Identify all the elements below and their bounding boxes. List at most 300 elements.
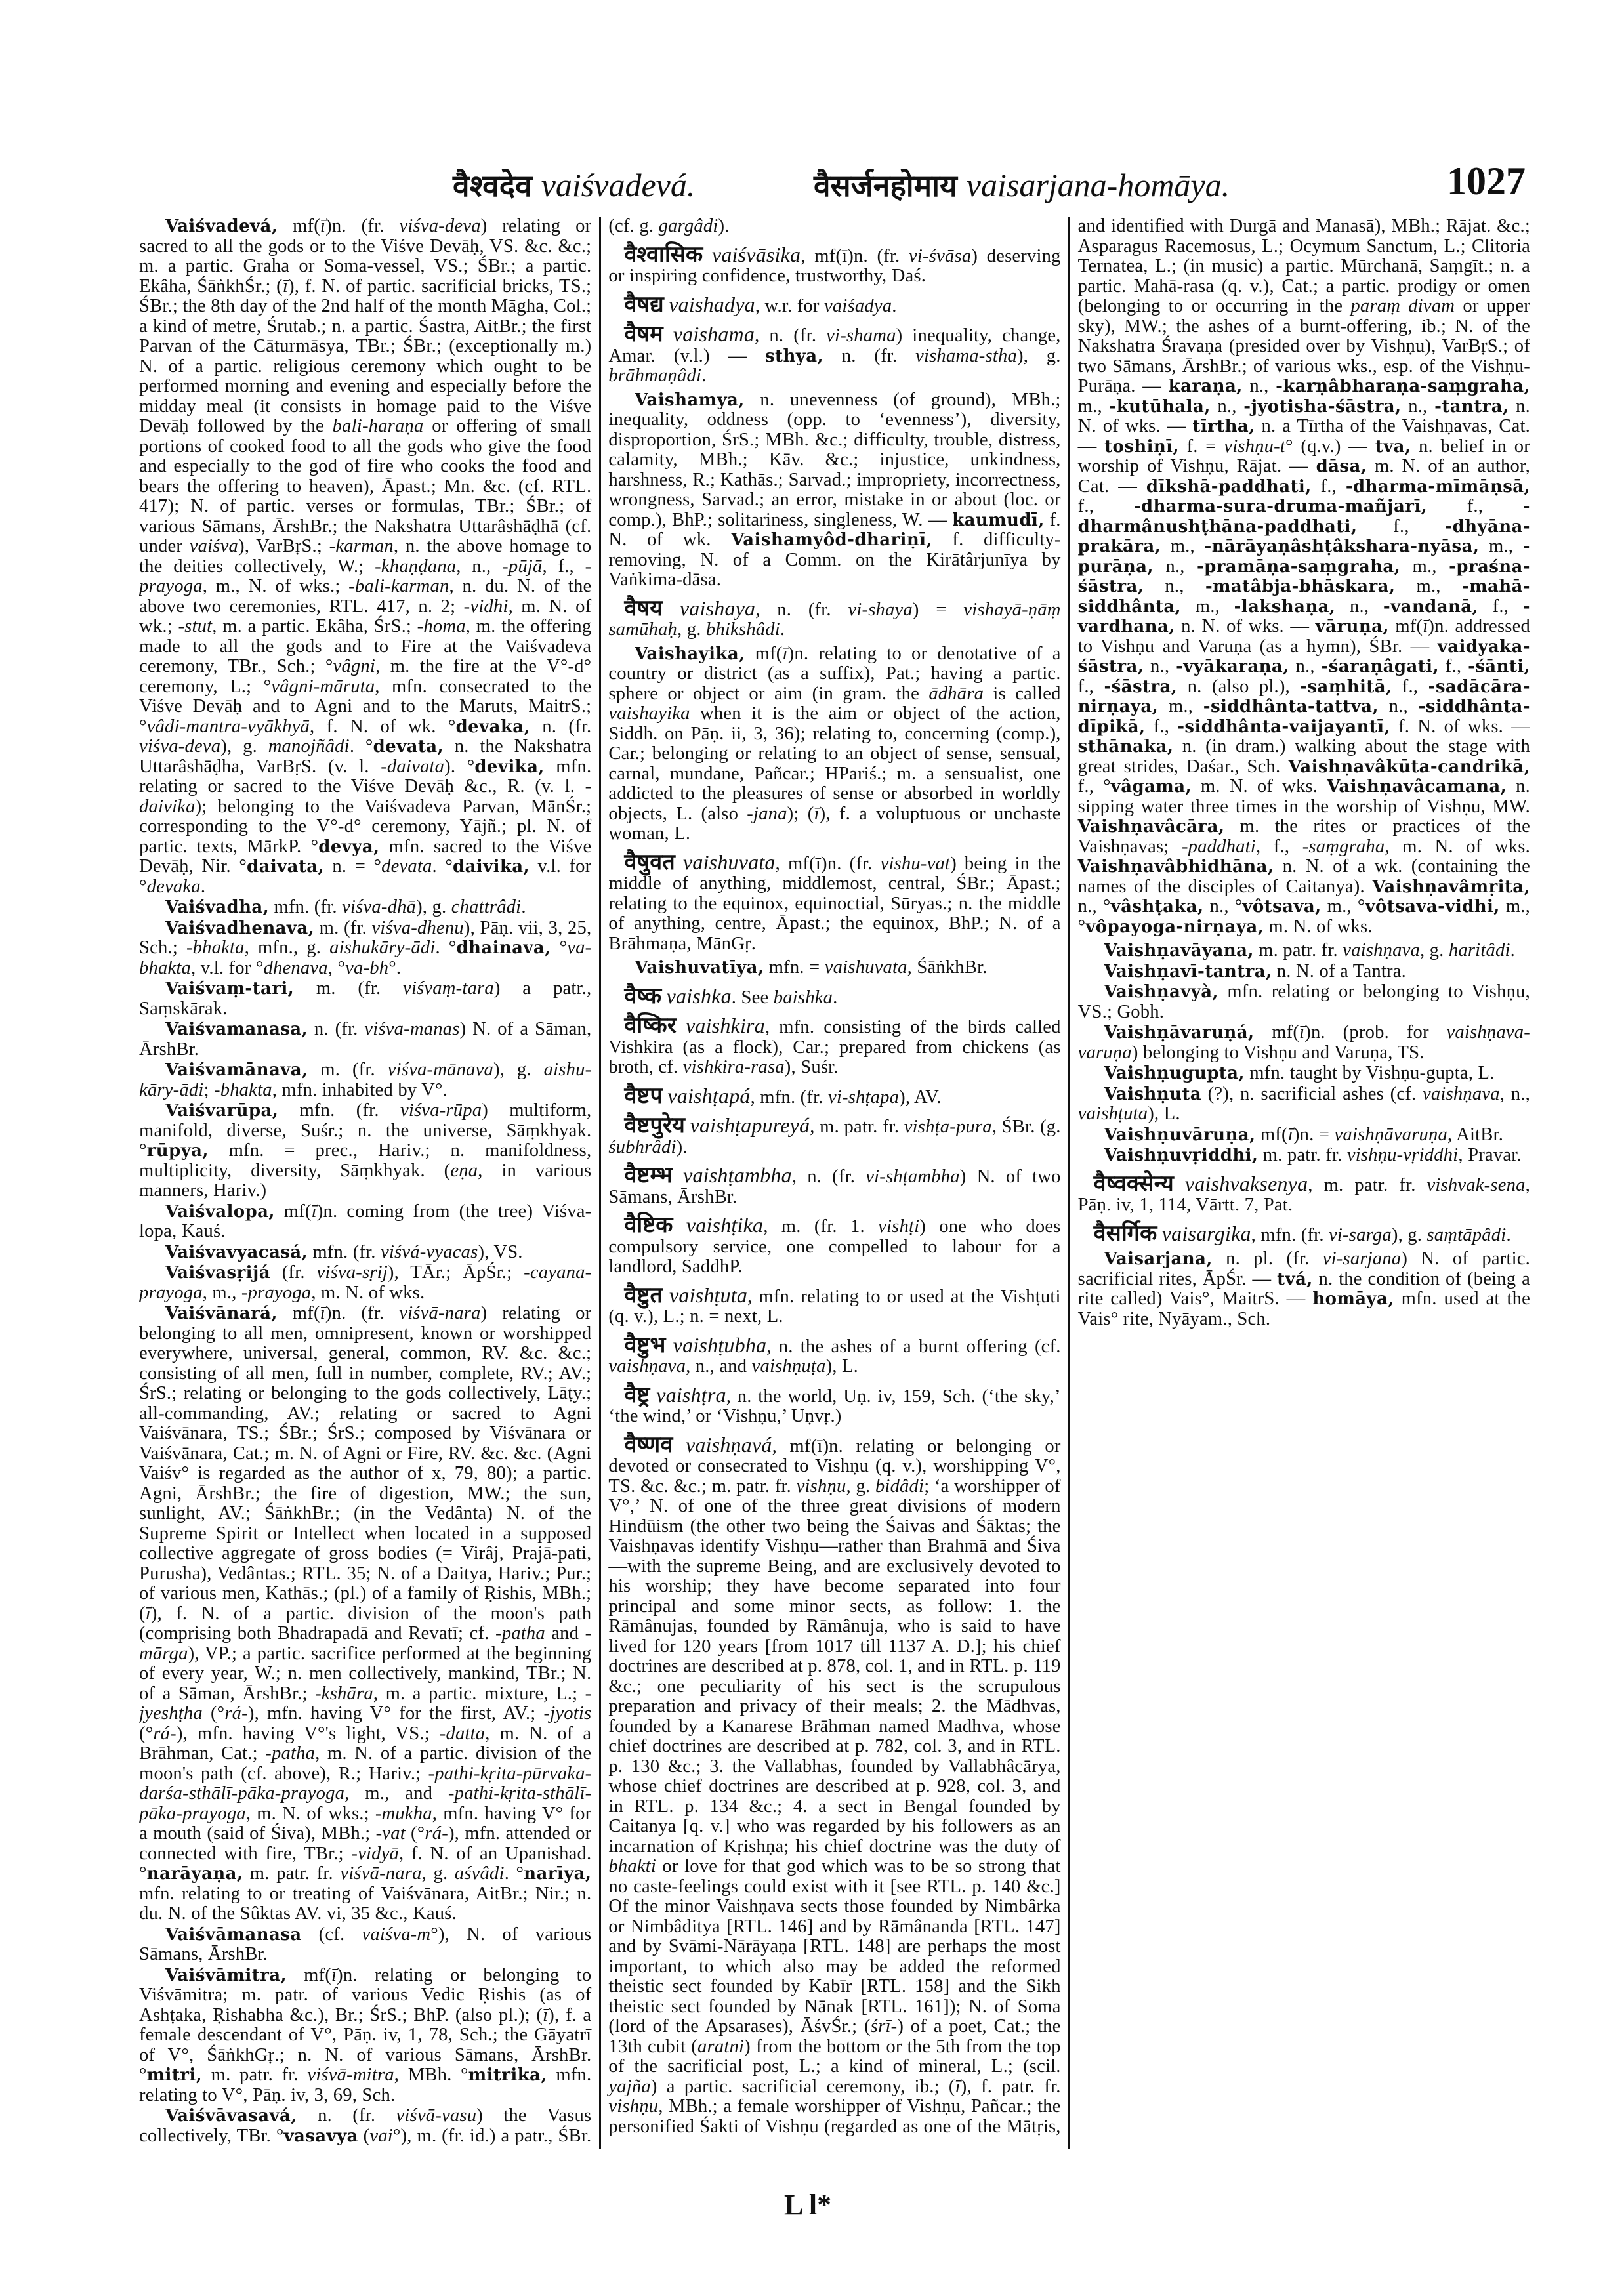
entry-text: f. = (1178, 436, 1224, 457)
entry-text: . (701, 365, 707, 386)
entry-text: , m., N. of wks.; (202, 576, 349, 596)
italic-term: viśva-deva (399, 217, 481, 236)
italic-term: -kshāra (315, 1683, 373, 1704)
entry-text: ) belonging to Vishṇu and Varuṇa, TS. (1131, 1042, 1425, 1063)
headword: -śānti, (1468, 657, 1530, 676)
italic-term: -mukha (375, 1803, 432, 1824)
italic-term: vaiśva (189, 536, 238, 556)
entry-text: f., (1427, 496, 1523, 516)
headword: homāya, (1312, 1289, 1394, 1309)
entry-text: mfn. relating to or treating of Vaiśvānara, AitBr.; Nir.; n. du. N. of the Sûktas AV. vi, 35 &c., Kauś. (139, 1883, 592, 1924)
entry-text: n. (fr. (297, 2105, 396, 2126)
italic-term: ī (331, 1964, 337, 1985)
entry-text: , w.r. for (755, 295, 824, 316)
entry-text: , mfn. (fr. (750, 1086, 828, 1107)
entry-text: mf( (1388, 616, 1423, 636)
italic-term: vi-shaya (848, 599, 913, 620)
entry-text: , mf(ī)n. relating or belonging or devoted or consecrated to Vishṇu (q. v.), worshipping V°, TS. &c. &c.; m. patr. fr. (608, 1436, 1061, 1497)
italic-term: -pathi-kṛita-sthālī-pāka-prayoga (139, 1783, 592, 1824)
italic-term: -jyotis (543, 1703, 592, 1724)
entry-text: n. N. of wks. — (1175, 616, 1316, 636)
entry-text: f., (1311, 476, 1346, 497)
entry-text: , n. (fr. (755, 599, 848, 620)
entry-text: n. = ° (323, 856, 382, 877)
entry-text: , Pāṇ. iv, 1, 114, Vārtt. 7, Pat. (1077, 1174, 1530, 1215)
entry-text: f., (1438, 656, 1468, 676)
italic-term: -vidyā (351, 1843, 399, 1864)
entry-text: (° (202, 1703, 225, 1724)
entry-text: , MBh. ° (394, 2065, 468, 2085)
entry-text: m. (fr. (308, 1060, 388, 1080)
entry-text: , m. N. of wk.; (139, 596, 592, 636)
entry-text: . (1506, 1224, 1511, 1245)
entry-text: ), g. (493, 1060, 544, 1080)
entry-text: n. the condition of (being a rite called) Vais°, MaitrS. — (1077, 1268, 1530, 1309)
entry-text: , n. du. N. of the above two ceremonies, RTL. 417, n. 2; (139, 576, 592, 617)
italic-term: vi-sarjana (1322, 1249, 1402, 1269)
italic-term: vaishṭubha (673, 1333, 767, 1357)
entry-text (1157, 1225, 1161, 1245)
headword: Vaiśvaṃ-tari, (165, 979, 295, 999)
entry-text (666, 1336, 673, 1357)
entry-text: mf( (1254, 1022, 1300, 1043)
italic-term: vaishadya (669, 292, 755, 316)
headword: Vaiśvadhenava, (165, 918, 315, 938)
italic-term: baishka (773, 987, 833, 1008)
italic-term: -bali-karman (348, 576, 449, 596)
headword: Vaishṇuta (1104, 1084, 1201, 1104)
entry-text: , m. N. of wks.; (245, 1803, 375, 1824)
italic-term: ī (814, 803, 820, 824)
headword: sthya, (765, 346, 823, 366)
dictionary-entry (1078, 1146, 1530, 1166)
italic-term: dhenava (263, 957, 328, 978)
entry-text: m., (1077, 396, 1110, 417)
entry-text: , m. N. of wks. (1385, 836, 1530, 857)
devanagari-headword: वैष्टुत (624, 1281, 663, 1308)
entry-text (685, 1117, 690, 1137)
italic-term: va-bh (345, 957, 389, 978)
entry-text: ). ° (444, 756, 475, 777)
italic-term: viśvá-vyacas (380, 1241, 478, 1262)
entry-text: f. difficulty-removing, N. of a Comm. on the Kirātârjunīya by Vaṅkima-dāsa. (608, 529, 1061, 590)
headword: karaṇa, (1168, 377, 1243, 396)
entry-text: , n. (fr. (791, 1167, 866, 1187)
headword: -vandanā, (1383, 596, 1478, 617)
entry-text: mfn. relating to V°, Pāṇ. iv, 3, 69, Sch. (139, 2065, 592, 2105)
dictionary-entry (1078, 1125, 1530, 1146)
dictionary-entry (1078, 1085, 1530, 1125)
italic-term: vaishvaksenya (1184, 1171, 1308, 1195)
italic-term: eṇa (450, 1160, 478, 1181)
headword: Vaishamyôd-dhariṇī, (731, 530, 932, 550)
devanagari-headword: वैष्टपुरेय (624, 1112, 686, 1138)
entry-text: n. belief in or worship of Vishṇu, Rājat. — (1077, 436, 1530, 476)
headword: -praśna-śāstra, (1077, 556, 1530, 596)
entry-text: ° (551, 938, 568, 958)
entry-text: m. patr. fr. (1258, 1145, 1347, 1165)
entry-text: )n. = (1293, 1124, 1335, 1145)
italic-term: viśva-rūpa (400, 1100, 482, 1121)
entry-text: f., ° (1077, 776, 1111, 796)
headword: vasavya (283, 2126, 358, 2146)
entry-text: . (780, 619, 785, 640)
entry-text: , m., (202, 1282, 241, 1303)
entry-text: n. (fr. (530, 716, 592, 737)
entry-text: or upper sky), MW.; the ashes of a burnt-offering, ib.; N. of the Nakshatra Śravaṇa (presided over by Vishṇu), VarBṛS.; of two Sāmans, ĀrshBr.; of various wks., esp. of the Vishṇu-Purāṇa. — (1077, 296, 1530, 396)
dictionary-entry (139, 919, 591, 979)
entry-text: ) a patr., Saṃskārak. (139, 978, 592, 1019)
entry-text: ), g. (416, 897, 451, 917)
italic-term: vi-shama (826, 325, 896, 346)
entry-text (1174, 1175, 1185, 1195)
italic-term: -jana (747, 803, 787, 824)
entry-text: n., ° (1077, 896, 1111, 917)
italic-term: viśva-mānava (387, 1060, 493, 1080)
entry-text: n., (1289, 656, 1322, 676)
entry-text: , m. N. of a Brāhman, Cat.; (139, 1723, 592, 1764)
entry-text: mf( (1255, 1124, 1288, 1145)
devanagari-headword: वैष्क (624, 982, 662, 1009)
entry-text: , m. N. of a partic. division of the moon's path (cf. above), R.; Hariv.; (139, 1743, 592, 1784)
italic-term: bali-haraṇa (332, 416, 424, 436)
running-head-left-devanagari: वैश्वदेव (453, 168, 532, 203)
italic-term: -jyeshṭha (139, 1683, 592, 1724)
italic-term: paraṃ divam (1350, 296, 1455, 316)
entry-text: ), L. (1148, 1104, 1180, 1124)
italic-term: -mārga (139, 1623, 592, 1664)
headword: -dhyāna-prakāra, (1077, 516, 1530, 556)
dictionary-entry (139, 217, 591, 897)
headword: -vardhana, (1077, 596, 1530, 636)
entry-text: ) a partic. sacrificial ceremony, ib.; ( (650, 2076, 955, 2097)
headword: vâshṭaka, (1110, 897, 1204, 917)
entry-text: )n. (fr. (325, 1303, 400, 1323)
italic-term: vishṇu-t (1224, 436, 1286, 457)
entry-text: m. (fr. (314, 917, 372, 938)
entry-text: °), N. of various Sāmans, ĀrshBr. (139, 1924, 592, 1964)
entry-text: . ° (504, 1863, 524, 1884)
italic-term: aishukāry-ādi (329, 938, 436, 958)
entry-text: , mfn. having V° for a mouth (said of Śiva), MBh.; (139, 1803, 592, 1844)
entry-text: m. the rites or practices of the Vaishṇavas; (1077, 816, 1530, 857)
italic-term: -bhakta (186, 938, 245, 958)
italic-term: viśvā-mitra (307, 2065, 394, 2085)
italic-term: aśvâdi (454, 1863, 505, 1884)
italic-term: rá- (224, 1703, 248, 1724)
entry-text: m., (1479, 536, 1523, 556)
entry-text: . (521, 897, 526, 917)
entry-text: ) deserving or inspiring confidence, trustworthy, Daś. (608, 245, 1061, 286)
dictionary-entry (139, 1202, 591, 1242)
page-number: 1027 (1447, 159, 1526, 203)
italic-term: vaishṭapureyá (690, 1113, 810, 1137)
headword: -siddhânta-tattva, (1203, 697, 1379, 716)
dictionary-entry (608, 1281, 1061, 1327)
running-head-left-roman: vaiśvadevá. (541, 167, 696, 203)
italic-term: ī (145, 1603, 151, 1624)
entry-text: when it is the aim or object of the action, Siddh. on Pāṇ. ii, 3, 36); relating to, concerning (comp.), Car.; belonging or relating to an object of sense, sensual, carnal, mundane, Pañcar.; HPariś.; m. a sensualist, one addicted to the pleasures of sense or absorbed in worldly objects, L. (also (608, 703, 1061, 824)
entry-text: ; ‘a worshipper of V°,’ N. of one of the three great divisions of modern Hindūism (the other two being the Śaivas and Śāktas; the Vaishṇavas identify Vishṇu—rather than Brahmā and Śiva—with the supreme Being, and are exclusively devoted to his worship; they have become separated into four principal and some minor sects, as follow: 1. the Rāmânujas, founded by Rāmânuja, who is said to have lived for 120 years [from 1017 till 1137 A. D.]; his chief doctrines are described at p. 878, col. 1, and in RTL. p. 119 &c.; one peculiarity of his sect is the scrupulous preparation and privacy of their meals; 2. the Mādhvas, founded by a Kanarese Brāhman named Madhva, whose chief doctrines are described at p. 782, col. 3, and in RTL. p. 130 &c.; 3. the Vallabhas, founded by Vallabhâcārya, whose chief doctrines are described at p. 928, col. 3, and in RTL. p. 134 &c.; 4. a sect in Bengal founded by Caitanya [q. v.] who was regarded by his followers as an incarnation of Kṛishṇa; his chief doctrine was the duty of (608, 1476, 1061, 1857)
entry-text: , m., and (344, 1783, 448, 1804)
entry-text: ); belonging to the Vaiśvadeva Parvan, MānŚr.; corresponding to the V°-d° ceremony, Yājñ.; pl. N. of partic. texts, MārkP. ° (139, 796, 592, 857)
entry-text: , f., (1255, 836, 1302, 857)
headword: -nārāyaṇâshṭâkshara-nyāsa, (1204, 537, 1480, 556)
dictionary-entry (608, 1381, 1061, 1427)
dictionary-entry (139, 1966, 591, 2106)
running-head-right-devanagari: वैसर्जनहोमाय (814, 168, 957, 203)
headword: -tantra, (1434, 396, 1509, 417)
entry-text: m. N. of wks. (1264, 916, 1373, 937)
entry-text: n. (in dram.) walking about the stage with great strides, Daśar., Sch. (1077, 736, 1530, 777)
italic-term: vâdi-mantra-vyākhyā (146, 716, 310, 737)
italic-term: ī (955, 2076, 961, 2097)
entry-text: ) multiform, manifold, diverse, Suśr.; n. the universe, Sāṃkhyak. ° (139, 1100, 592, 1161)
entry-text (675, 854, 683, 874)
headword: Vaishṇavāyana, (1104, 941, 1254, 961)
entry-text: mfn. (fr. (278, 1100, 400, 1121)
entry-text: f. N. of wk. (608, 509, 1061, 550)
entry-text: ), g. (1391, 1224, 1427, 1245)
headword: Vaishṇuvāruṇa, (1104, 1125, 1256, 1145)
entry-text: ) being in the middle of anything, middlemost, central, ŚBr.; Āpast.; relating to the equinox, equinoctial, Sūryas.; n. the middle of anything, centre, Āpast.; the equinox, BhP.; N. of a Brāhmaṇa, MānGṛ. (608, 853, 1061, 954)
italic-term: ī (282, 276, 289, 297)
devanagari-headword: वैषुवत (624, 848, 675, 875)
dictionary-entry (1078, 982, 1530, 1022)
dictionary-entry (608, 1331, 1061, 1377)
headword: Vaishayika, (635, 644, 745, 664)
entry-text: m., (1395, 576, 1462, 596)
italic-term: -patha (495, 1623, 545, 1644)
headword: Vaiśvasṛijá (165, 1263, 270, 1283)
dictionary-entry (608, 1112, 1061, 1157)
italic-term: vishvak-sena (1426, 1174, 1526, 1195)
entry-text (661, 987, 666, 1008)
entry-text: n. unevenness (of ground), MBh.; inequality, oddness (opp. to ‘evenness’), diversity, disproportion, ŚrS.; MBh. &c.; difficulty, trouble, distress, calamity, MBh.; Kāv. &c.; injustice, unkindness, harshness, R.; Kathās.; Sarvad.; impropriety, incorrectness, wrongness, Sarvad.; an error, mistake in or about (loc. or comp.), BhP.; solitariness, singleness, W. — (608, 389, 1061, 530)
entry-text: , Pravar. (1458, 1145, 1522, 1165)
entry-text: f., (1357, 516, 1446, 537)
italic-term: brāhmaṇâdi (608, 365, 702, 386)
italic-term: vishṇu (796, 1476, 846, 1497)
devanagari-headword: वैसर्गिक (1093, 1220, 1157, 1247)
italic-term: vi-shṭapa (827, 1086, 900, 1107)
entry-text: , mfn. inhabited by V°. (272, 1079, 448, 1100)
entry-text: )n. relating to or denotative of a country or district (as a suffix), Pat.; having a partic. sphere or object or aim (in gram. the (608, 643, 1061, 704)
italic-term: -prayoga (241, 1282, 312, 1303)
headword: devata, (373, 737, 444, 756)
entry-text: , m. the fire at the V°-d° ceremony, L.; ° (139, 656, 592, 697)
headword: kaumudī, (952, 510, 1045, 530)
entry-text: °. (388, 957, 402, 978)
headword: Vaiśvānará, (165, 1304, 278, 1323)
entry-text: , ° (327, 957, 346, 978)
entry-text: , mfn. consisting of the birds called Vishkira (as a flock), Car.; prepared from chickens (as broth, cf. (608, 1017, 1061, 1077)
entry-text: mfn. relating or sacred to the Viśve Devāḥ &c., R. (v. l. (139, 756, 592, 796)
italic-term: vaishuvata (682, 850, 776, 874)
entry-text: n., (1401, 396, 1435, 417)
italic-term: vi-sarga (1329, 1224, 1392, 1245)
headword: devya, (318, 837, 380, 857)
entry-text: n. the Nakshatra Uttarâshāḍha, VarBṛS. (v. l. (139, 736, 592, 777)
headword: Vaishṇāvaruṇá, (1104, 1023, 1255, 1043)
dictionary-entry (139, 1101, 591, 1201)
dictionary-entry (139, 1020, 591, 1060)
dictionary-entry (1078, 962, 1530, 982)
italic-term: vaiśvāsika (711, 242, 801, 266)
entry-text: f., (1077, 496, 1134, 516)
headword: -śāstra, (1104, 676, 1178, 697)
devanagari-headword: वैश्वासिक (624, 241, 703, 268)
entry-text: , f. N. of wk. ° (309, 716, 456, 737)
entry-text (703, 246, 712, 266)
italic-term: gargâdi (658, 217, 718, 236)
italic-term: vishṇu-vṛiddhi (1346, 1145, 1459, 1165)
italic-term: -patha (265, 1743, 316, 1764)
headword: -sadācāra-nirṇaya, (1077, 676, 1530, 716)
devanagari-headword: वैषम (624, 321, 663, 347)
headword: -vyākaraṇa, (1176, 657, 1289, 676)
italic-term: vaishṇava (608, 1356, 686, 1376)
headword: Vaishṇuvṛiddhi, (1104, 1146, 1259, 1165)
dictionary-entry (608, 848, 1061, 955)
italic-term: vishama-stha (915, 345, 1017, 366)
signature-mark: L l* (784, 2189, 832, 2221)
dictionary-entry (1078, 1249, 1530, 1329)
entry-text: v.l. for ° (139, 856, 592, 897)
italic-term: vaishṇuṭa (751, 1356, 826, 1376)
italic-term: vaishṭambha (683, 1163, 792, 1187)
italic-term: ī (311, 1201, 317, 1222)
entry-text: mfn. (fr. (307, 1241, 381, 1262)
devanagari-headword: वैष्टुभ (624, 1331, 666, 1358)
headword: narāyaṇa, (146, 1864, 243, 1884)
entry-text: ) from the bottom or the 5th from the top of the sacrificial post, L.; a kind of mineral, L.; (scil. (608, 2036, 1061, 2077)
italic-term: vi-shṭambha (865, 1167, 960, 1187)
entry-text: , ŚāṅkhBr. (907, 957, 988, 978)
entry-text: n. N. of wks. — (1077, 396, 1530, 436)
entry-text: ), g. (1016, 345, 1061, 366)
dictionary-entry (1078, 1023, 1530, 1063)
devanagari-headword: वैष्णव (624, 1431, 673, 1458)
italic-term: -khaṇḍana (375, 556, 457, 577)
devanagari-headword: वैष्वक्सेन्य (1093, 1170, 1174, 1197)
italic-term: vaishayika (608, 703, 690, 724)
italic-term: yajña (608, 2076, 651, 2097)
entry-text: , n. (fr. (755, 325, 827, 346)
entry-text: . ° (435, 938, 457, 958)
entry-text: ), f. a female descendant of V°, Pāṇ. iv, 1, 78, Sch.; the Gāyatrī of V°, ŚāṅkhGṛ.; n. N. of various Sāmans, ĀrshBr. ° (139, 2004, 592, 2085)
italic-term: -daivika (139, 776, 592, 817)
entry-text: )n. relating or belonging to Viśvāmitra; m. patr. of various Vedic Ṛishis (as of Ashṭaka, Ṛishabha &c.), Br.; ŚrS.; BhP. (also pl.); ( (139, 1964, 592, 2025)
entry-text: ° (q.v.) — (1285, 436, 1375, 457)
entry-text: n., (1242, 376, 1276, 396)
entry-text (673, 1216, 686, 1237)
headword: mitri, (146, 2065, 203, 2085)
headword: tvá, (1277, 1269, 1313, 1289)
entry-text: (cf. (301, 1924, 362, 1945)
headword: Vaiśvāmitra, (165, 1965, 287, 1985)
entry-text: mf( (278, 217, 321, 236)
italic-term: vaishṭra (656, 1382, 726, 1407)
entry-text: n., (1144, 576, 1205, 596)
italic-term: ī (782, 643, 788, 664)
entry-text: mf( (286, 1964, 331, 1985)
entry-text (650, 1386, 657, 1407)
headword: vâgama, (1110, 777, 1192, 796)
italic-term: viśvā-nara (399, 1303, 481, 1323)
entry-text: . (833, 987, 838, 1008)
entry-text: , n. the world, Uṇ. iv, 159, Sch. (‘the sky,’ ‘the wind,’ or ‘Vishṇu,’ Uṇvṛ.) (608, 1386, 1061, 1426)
italic-term: viśvaṃ-tara (403, 978, 494, 999)
italic-term: vi-śvāsa (909, 245, 972, 266)
entry-text: (?), n. sacrificial ashes (cf. (1201, 1083, 1423, 1104)
entry-text: f., (1145, 716, 1178, 737)
headword: Vaiśvāvasavá, (165, 2106, 297, 2126)
italic-term: vaiśadya (824, 295, 892, 316)
entry-text: ) relating or sacred to all the gods or to the Viśve Devāḥ, VS. &c. &c.; m. a partic. Graha or Soma-vessel, VS.; ŚBr.; a partic. Ekâha, ŚāṅkhŚr.; ( (139, 217, 592, 297)
italic-term: viśvā-nara (340, 1863, 422, 1884)
italic-term: vishṇu (608, 2096, 659, 2117)
italic-term: ī (1299, 1022, 1305, 1043)
italic-term: vaishaya (679, 596, 756, 620)
dictionary-entry (608, 958, 1060, 978)
italic-term: -saṃgraha (1302, 836, 1385, 857)
entry-text: , f., (542, 556, 585, 577)
entry-text: , m. a partic. Ekâha, ŚrS.; (212, 616, 417, 636)
italic-term: ī (1287, 1124, 1293, 1145)
italic-term: -vidhi (463, 596, 509, 617)
entry-text: ), f. N. of a partic. division of the moon's path (comprising both Bhadrapadā and Revatī; cf. (139, 1603, 592, 1644)
entry-text: m., (1158, 696, 1203, 716)
entry-text: ), AV. (899, 1086, 942, 1107)
entry-text: or love for that god which was to be so strong that no caste-feelings could exist with it [see RTL. p. 140 &c.] Of the minor Vaishṇava sects those founded by Nimbârka or Nimbâditya [RTL. 146] and by Rāmânanda [RTL. 147] and by Svāmi-Nārāyaṇa [RTL. 148] are perhaps the most important, to which also may be added the reformed theistic sect founded by Kabīr [RTL. 158] and the Sikh theistic sect founded by Nānak [RTL. 161]); N. of Soma (lord of the Apsarases), ĀśvŚr.; ( (608, 1856, 1061, 2037)
headword: -śaraṇâgati, (1321, 657, 1439, 676)
entry-text: . ° (432, 856, 453, 877)
entry-text: , m. the offering made to all the gods and to Fire at the Vaiśvadeva ceremony, TBr., Sch.; ° (139, 616, 592, 676)
headword: dhainava, (456, 938, 551, 958)
entry-text: , in various manners, Hariv.) (139, 1160, 592, 1201)
italic-term: viśva-manas (364, 1019, 460, 1039)
headword: rūpya, (146, 1141, 209, 1161)
italic-term: vaishṇava-varuṇa (1077, 1022, 1530, 1063)
entry-text: ), mfn. having V°'s light, VS.; (176, 1723, 440, 1744)
italic-term: bidâdi (875, 1476, 925, 1497)
headword: Vaishṇavī-tantra, (1104, 961, 1272, 982)
entry-text: n. sipping water three times in the worship of Vishṇu, MW. (1077, 776, 1530, 817)
headword: -karṇâbharaṇa-saṃgraha, (1276, 377, 1530, 396)
headword: -dharma-sura-druma-mañjarī, (1133, 497, 1428, 516)
italic-term: vishayā-ṇāṃ samūhaḥ (608, 599, 1061, 640)
entry-text: ), g. (220, 736, 268, 756)
entry-text: , AitBr. (1447, 1124, 1504, 1145)
dictionary-entry (608, 644, 1060, 844)
entry-text: ), f. N. of partic. sacrificial bricks, TS.; ŚBr.; the 8th day of the 2nd half of the month Māgha, Col.; a kind of metre, Śrutab.; n. a partic. Śastra, AitBr.; the first Parvan of the Cāturmāsya, TBr.; ŚBr.; (exceptionally m.) N. of a partic. religious ceremony which ought to be performed morning and evening and especially before the midday meal (it consists in homage paid to the Viśve Devāḥ followed by the (139, 276, 592, 436)
entry-text: ) one who does compulsory service, one compelled to labour for a landlord, SaddhP. (608, 1216, 1061, 1277)
entry-text: n. N. of a Tantra. (1272, 961, 1406, 982)
italic-term: haritâdi (1448, 940, 1510, 961)
italic-term: viśva-dhā (342, 897, 417, 917)
entry-text: m. N. of wks. (1191, 776, 1327, 796)
entry-text: ) N. of partic. sacrificial rites, ĀpŚr. — (1077, 1249, 1530, 1289)
dictionary-entry (608, 594, 1061, 640)
entry-text: ), f. patr. fr. (960, 2076, 1061, 2097)
entry-text: mfn. = prec., Hariv.; n. manifoldness, multiplicity, diversity, Sāṃkhyak. ( (139, 1140, 592, 1181)
italic-term: bhikshâdi (705, 619, 780, 640)
italic-term: rá- (425, 1823, 448, 1844)
headword: toshiṇī, (1104, 436, 1179, 457)
headword: dīkshā-paddhati, (1146, 476, 1312, 497)
dictionary-entry (139, 979, 591, 1019)
